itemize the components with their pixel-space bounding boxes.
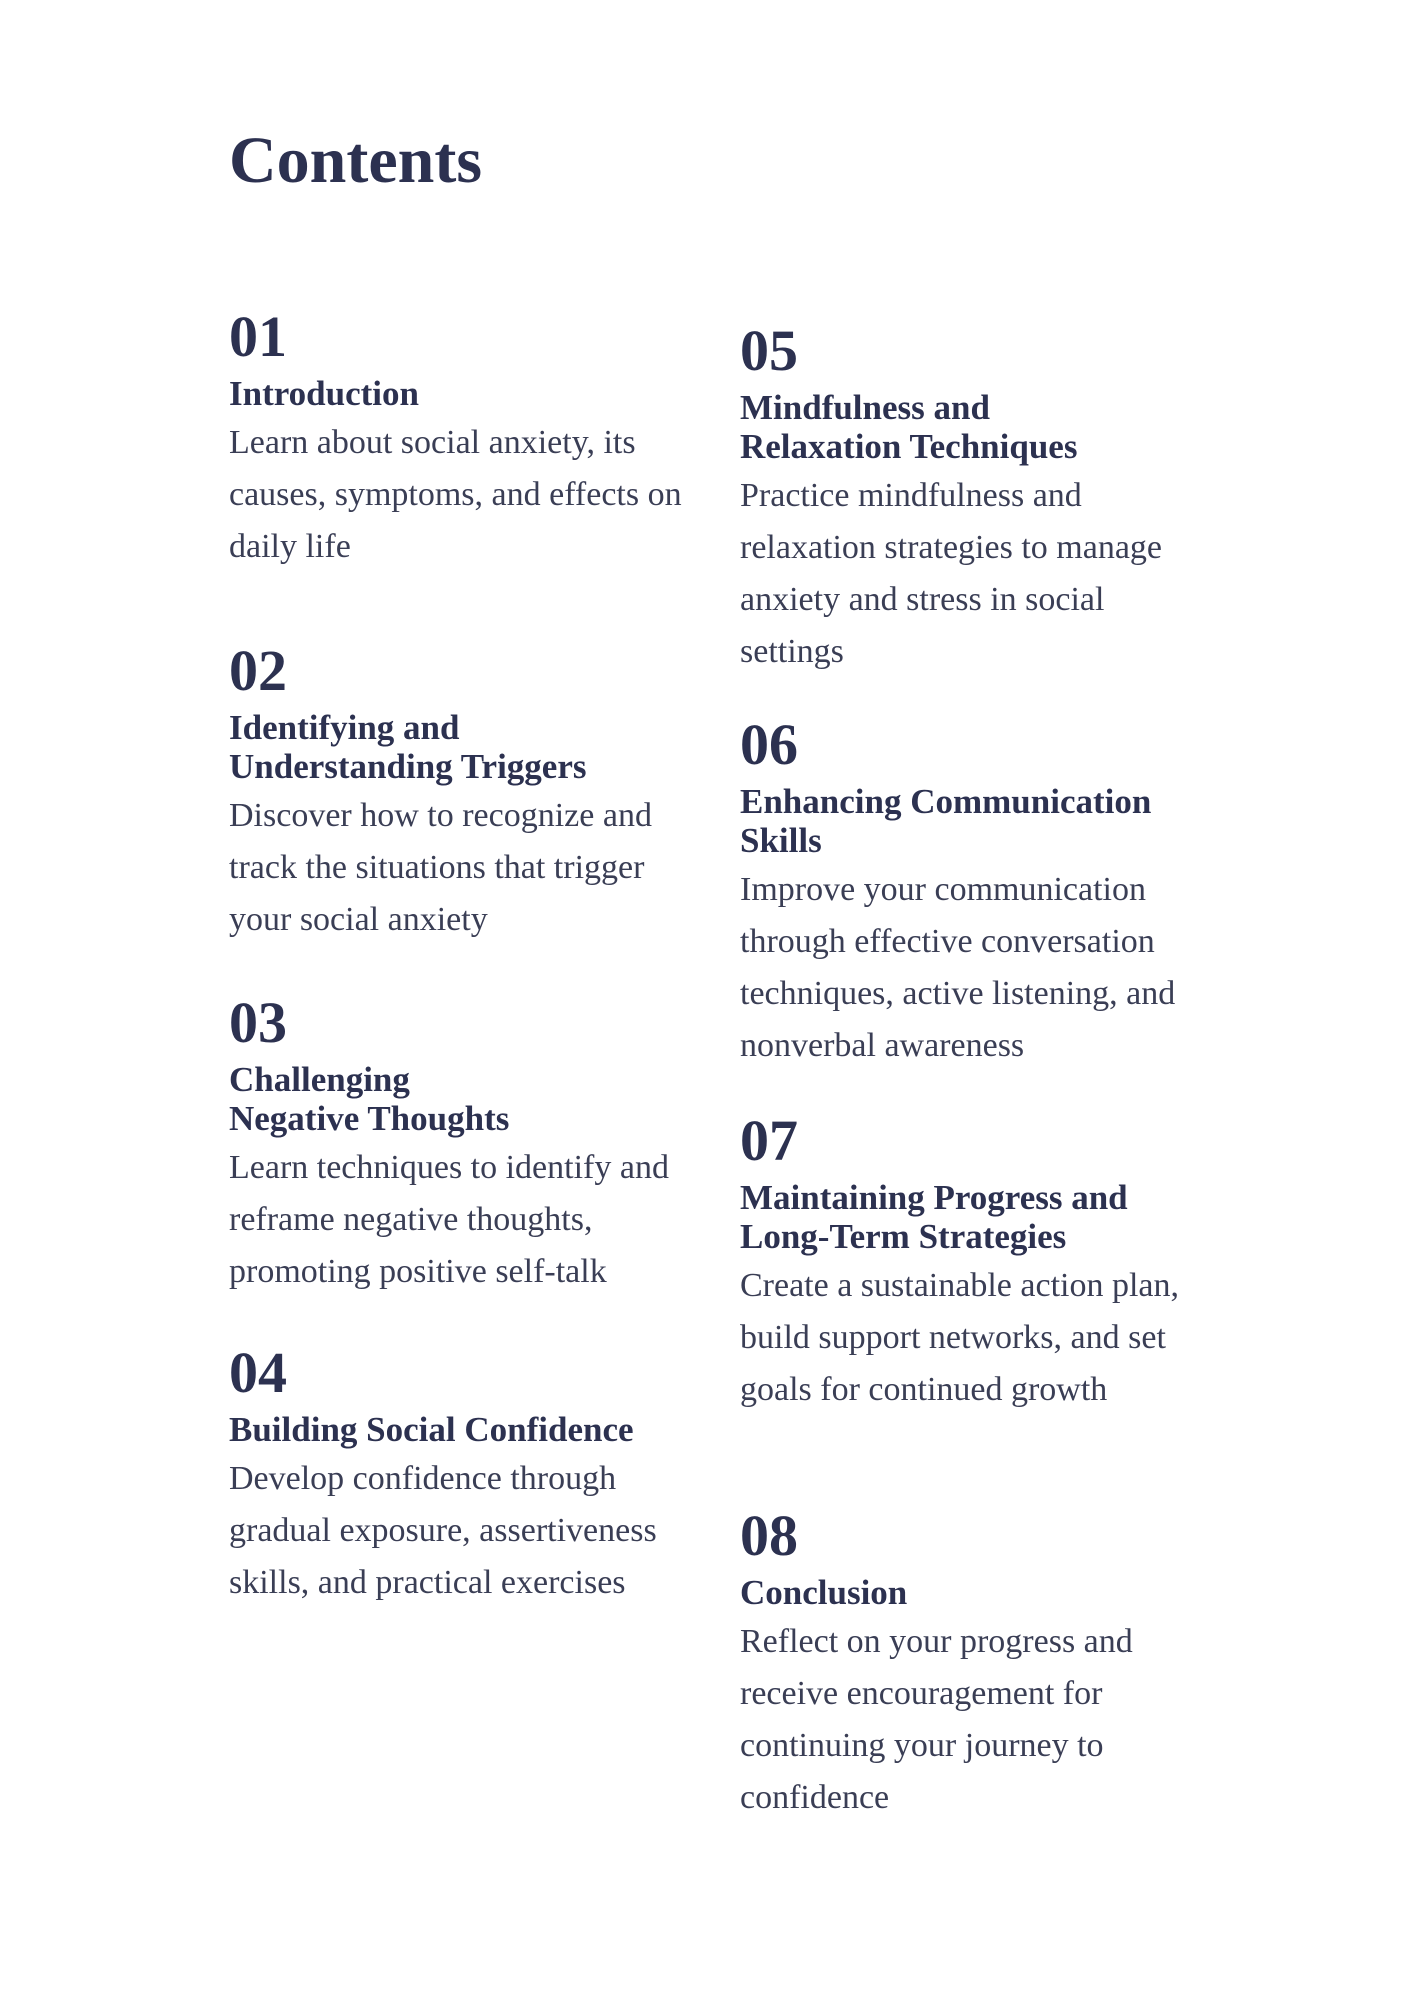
toc-entry-mindfulness[interactable] — [740, 318, 1200, 678]
entry-title[interactable]: Maintaining Progress and Long-Term Strategies — [740, 1178, 1128, 1256]
entry-description: Improve your communication through effective conversation techniques, active listening, and nonverbal awareness — [740, 871, 1176, 1064]
entry-title[interactable]: Identifying and Understanding Triggers — [229, 708, 587, 786]
entry-number: 07 — [740, 1108, 798, 1173]
entry-description: Learn about social anxiety, its causes, symptoms, and effects on daily life — [229, 424, 682, 565]
entry-description: Develop confidence through gradual exposure, assertiveness skills, and practical exercises — [229, 1460, 657, 1601]
toc-entry-triggers[interactable] — [229, 638, 689, 946]
entry-number: 08 — [740, 1503, 798, 1568]
entry-title[interactable]: Building Social Confidence — [229, 1410, 634, 1449]
toc-entry-communication[interactable] — [740, 712, 1200, 1072]
entry-description: Create a sustainable action plan, build support networks, and set goals for continued growth — [740, 1267, 1179, 1408]
entry-description: Learn techniques to identify and reframe negative thoughts, promoting positive self-talk — [229, 1149, 669, 1290]
entry-description: Reflect on your progress and receive encouragement for continuing your journey to confidence — [740, 1623, 1133, 1816]
entry-number: 05 — [740, 318, 798, 383]
entry-description: Practice mindfulness and relaxation strategies to manage anxiety and stress in social settings — [740, 477, 1162, 670]
entry-description: Discover how to recognize and track the situations that trigger your social anxiety — [229, 797, 652, 938]
entry-title[interactable]: Mindfulness and Relaxation Techniques — [740, 388, 1078, 466]
toc-entry-progress[interactable] — [740, 1108, 1200, 1416]
entry-number: 02 — [229, 638, 287, 703]
toc-entry-conclusion[interactable] — [740, 1503, 1200, 1824]
toc-entry-social-confidence[interactable] — [229, 1340, 689, 1609]
entry-number: 03 — [229, 990, 287, 1055]
entry-title[interactable]: Enhancing Communication Skills — [740, 782, 1152, 860]
entry-title[interactable]: Conclusion — [740, 1573, 908, 1612]
toc-entry-introduction[interactable] — [229, 304, 689, 573]
entry-title[interactable]: Introduction — [229, 374, 419, 413]
entry-title[interactable]: Challenging Negative Thoughts — [229, 1060, 510, 1138]
page-title: Contents — [229, 124, 483, 197]
entry-number: 04 — [229, 1340, 287, 1405]
entry-number: 01 — [229, 304, 287, 369]
entry-number: 06 — [740, 712, 798, 777]
toc-entry-negative-thoughts[interactable] — [229, 990, 689, 1298]
